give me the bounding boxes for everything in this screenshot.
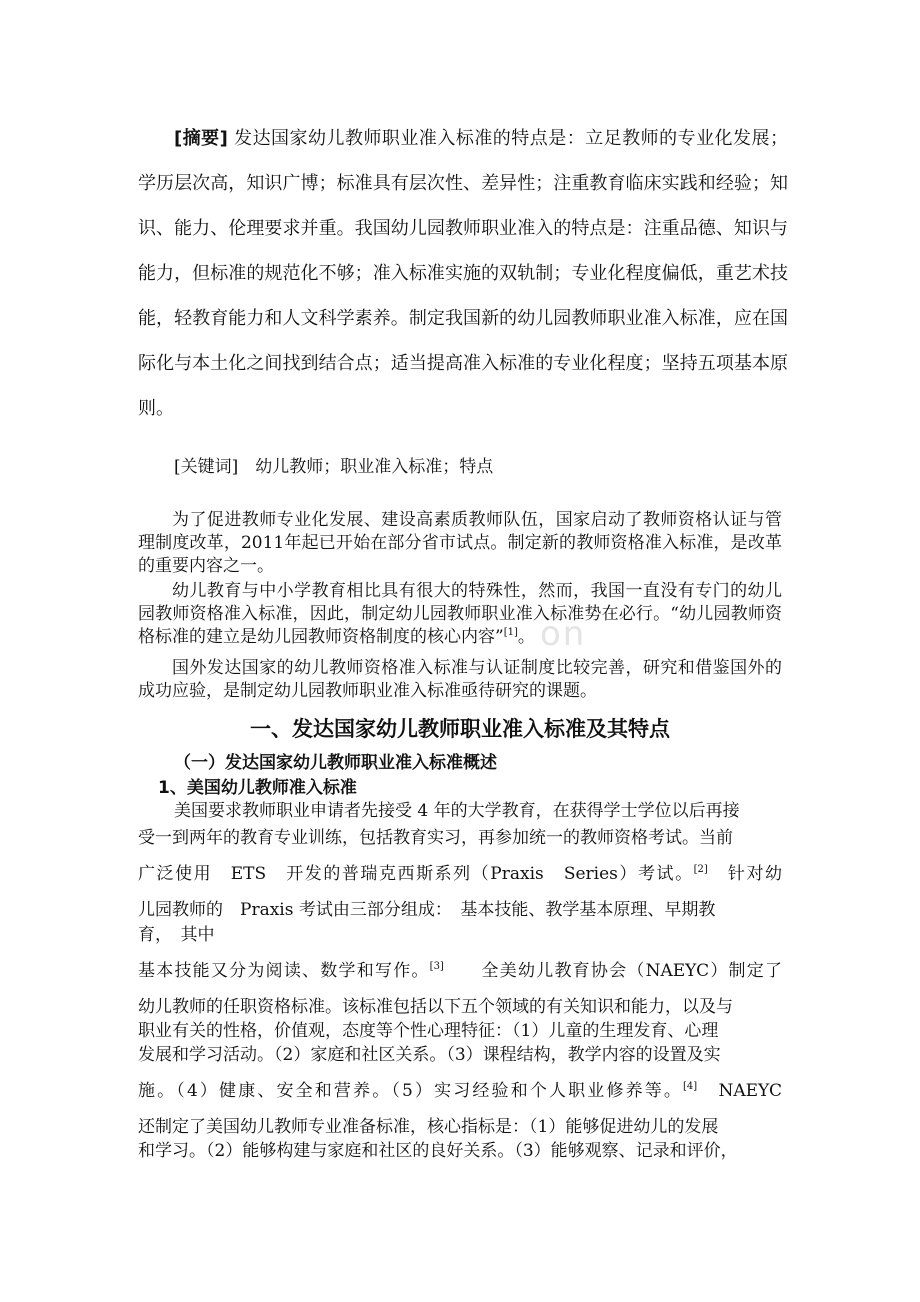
- citation-2: [2]: [693, 864, 708, 875]
- citation-4: [4]: [683, 1081, 698, 1092]
- paragraph-special-end: 。: [517, 627, 535, 647]
- us-line-8: 职业有关的性格，价值观，态度等个性心理特征：（1）儿童的生理发育、心理: [138, 1021, 719, 1041]
- us-line-2: 受一到两年的教育专业训练，包括教育实习，再参加统一的教师资格考试。当前: [138, 828, 733, 848]
- us-line-3a: 广泛使用 ETS 开发的普瑞克西斯系列（Praxis Series）考试。: [138, 864, 694, 884]
- us-line-6: [138, 960, 782, 983]
- watermark: on: [540, 614, 587, 654]
- section-heading-1: 一、发达国家幼儿教师职业准入标准及其特点: [250, 717, 670, 741]
- abstract: [138, 116, 788, 431]
- us-line-6b: 全美幼儿教育协会（NAEYC）制定了: [443, 961, 782, 981]
- us-line-9: 发展和学习活动。（2）家庭和社区关系。（3）课程结构，教学内容的设置及实: [138, 1045, 721, 1065]
- us-line-10b: NAEYC: [697, 1081, 782, 1101]
- subsection-heading: （一）发达国家幼儿教师职业准入标准概述: [174, 753, 497, 773]
- paragraph-intro: 为了促进教师专业化发展、建设高素质教师队伍，国家启动了教师资格认证与管理制度改革，2011年起已开始在部分省市试点。制定新的教师资格准入标准，是改革的重要内容之一。: [138, 510, 782, 576]
- us-line-7: 幼儿教师的任职资格标准。该标准包括以下五个领域的有关知识和能力，以及与: [138, 997, 733, 1017]
- abstract-text: 发达国家幼儿教师职业准入标准的特点是：立足教师的专业化发展；学历层次高，知识广博；标准具有层次性、差异性；注重教育临床实践和经验；知识、能力、伦理要求并重。我国幼儿园教师职业准入的特点是：注重品德、知识与能力，但标准的规范化不够；准入标准实施的双轨制；专业化程度偏低，重艺术技能，轻教育能力和人文科学素养。制定我国新的幼儿园教师职业准入标准，应在国际化与本土化之间找到结合点；适当提高准入标准的专业化程度；坚持五项基本原则。: [138, 128, 788, 419]
- citation-1: [1]: [503, 627, 518, 638]
- paragraph-special-text: 幼儿教育与中小学教育相比具有很大的特殊性，然而，我国一直没有专门的幼儿园教师资格准入标准，因此，制定幼儿园教师职业准入标准势在必行。“幼儿园教师资格标准的建立是幼儿园教师资格制度的核心内容”: [138, 581, 782, 647]
- citation-3: [3]: [429, 961, 444, 972]
- paragraph-special: [138, 580, 782, 649]
- us-line-3b: 针对幼: [707, 864, 782, 884]
- abstract-label: [摘要]: [174, 128, 228, 149]
- us-line-1: 美国要求教师职业申请者先接受 4 年的大学教育，在获得学士学位以后再接: [174, 801, 740, 821]
- us-line-4: 儿园教师的 Praxis 考试由三部分组成： 基本技能、教学基本原理、早期教: [138, 900, 716, 920]
- us-line-12: 和学习。（2）能够构建与家庭和社区的良好关系。（3）能够观察、记录和评价，: [138, 1141, 738, 1161]
- keywords: [关键词] 幼儿教师；职业准入标准；特点: [174, 457, 494, 477]
- us-line-6a: 基本技能又分为阅读、数学和写作。: [138, 961, 430, 981]
- us-line-5: 育， 其中: [138, 925, 215, 945]
- us-line-11: 还制定了美国幼儿教师专业准备标准，核心指标是：（1）能够促进幼儿的发展: [138, 1117, 719, 1137]
- us-line-10a: 施。（4）健康、安全和营养。（5）实习经验和个人职业修养等。: [138, 1081, 684, 1101]
- paragraph-foreign: 国外发达国家的幼儿教师资格准入标准与认证制度比较完善，研究和借鉴国外的成功应验，是制定幼儿园教师职业准入标准亟待研究的课题。: [138, 658, 782, 701]
- us-line-3: [138, 863, 782, 886]
- subsubsection-heading: 1、美国幼儿教师准入标准: [158, 778, 357, 798]
- us-line-10: [138, 1080, 782, 1103]
